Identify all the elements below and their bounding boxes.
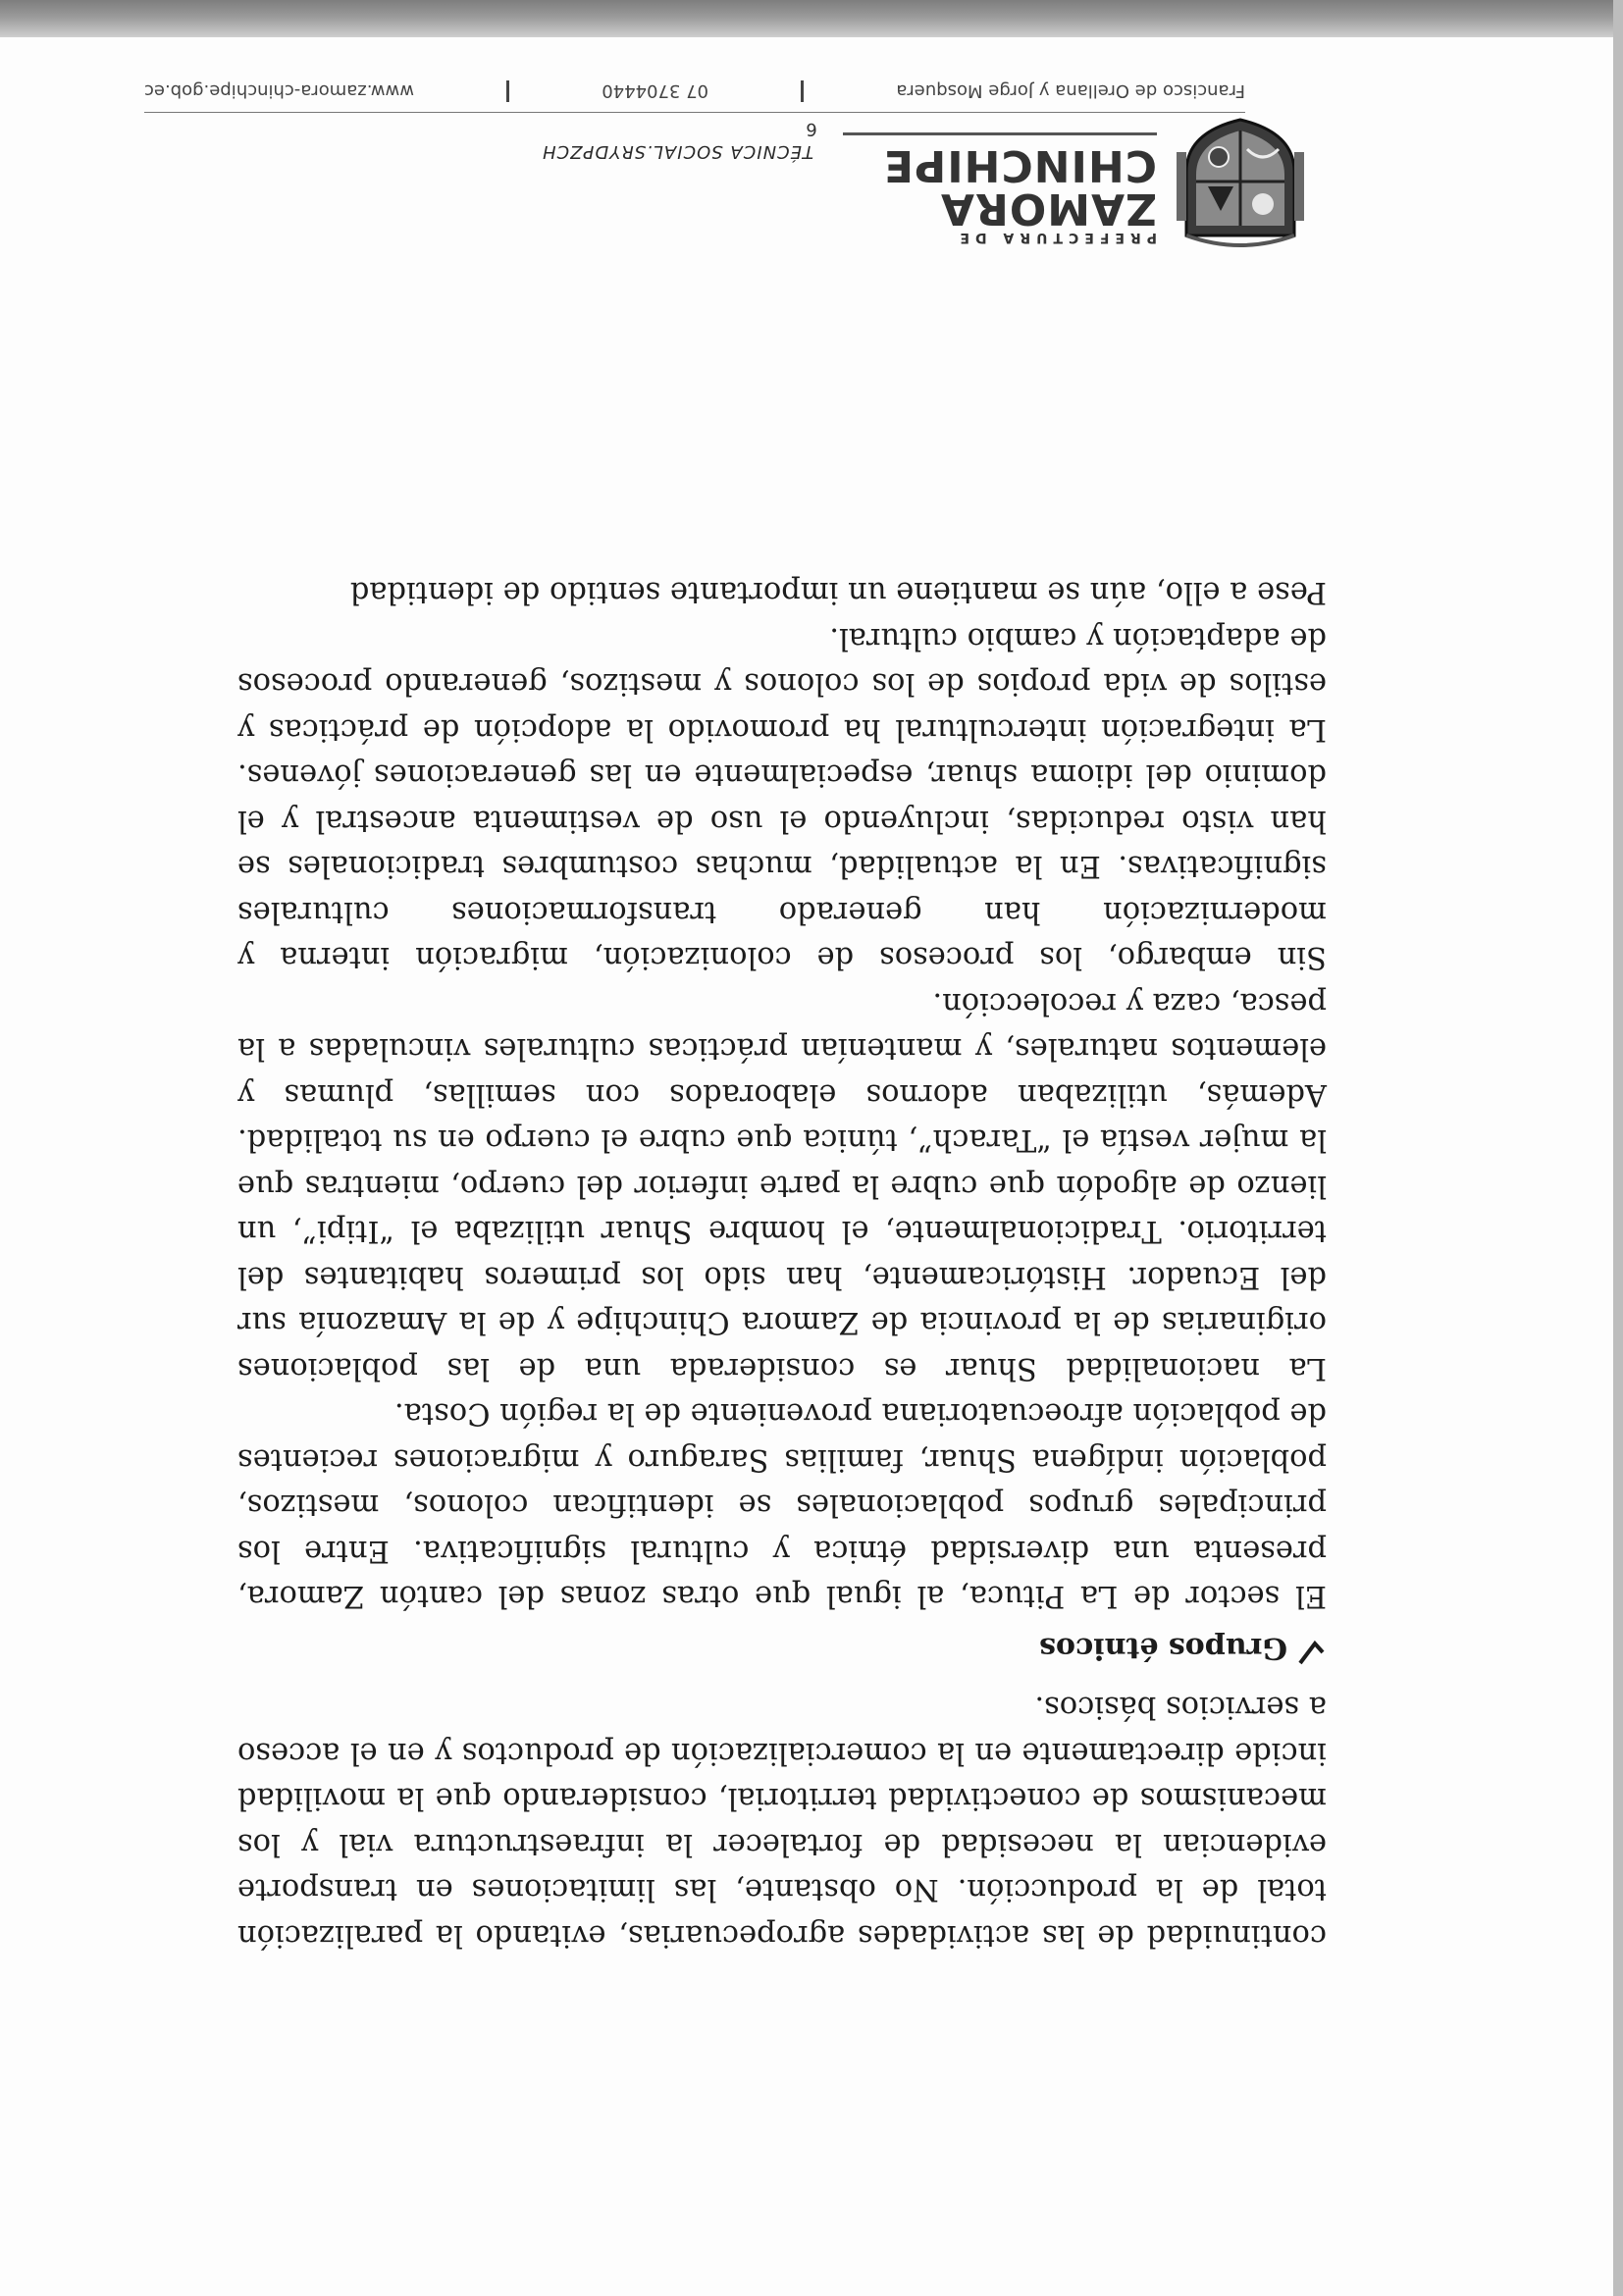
- footer-separator: [801, 80, 804, 102]
- page-number: 6: [806, 119, 817, 139]
- page-footer: [144, 80, 1245, 113]
- section-heading: [237, 1625, 1327, 1671]
- footer-phone: 07 3704440: [602, 80, 709, 102]
- footer-website: www.zamora-chinchipe.gob.ec: [144, 80, 414, 102]
- org-name-line1: ZAMORA: [939, 183, 1157, 234]
- page-header: [136, 113, 1314, 260]
- check-mark-icon: [1293, 1625, 1327, 1671]
- paragraph-shuar: La nacionalidad Shuar es considerada una de las poblaciones originarias de la provincia de Zamora Chinchipe y de la Amazonía sur del Ecuador. Históricamente, han sido los primeros habitantes del territorio. Tradicionalmente, el hombre Shuar utilizaba el “Itipi”, un lienzo de algodón que cubre la parte inferior del cuerpo, mientras que la mujer vestía el “Tarach”, túnica que cubre el cuerpo en su totalidad. Además, utilizaban adornos elaborados con semillas, plumas y elementos naturales, y mantenían prácticas culturales vinculadas a la pesca, caza y recolección.: [237, 986, 1327, 1385]
- scanner-edge-shadow: [0, 0, 1623, 37]
- paragraph-cultural-change: Sin embargo, los procesos de colonización, migración interna y modernización han generado transformaciones culturales significativas. En la actualidad, muchas costumbres tradicionales se han visto reducidas, incluyendo el uso de vestimenta ancestral y el dominio del idioma shuar, especialmente en las generaciones jóvenes. La integración intercultural ha promovido la adopción de prácticas y estilos de vida propios de los colonos y mestizos, generando procesos de adaptación y cambio cultural.: [237, 621, 1327, 975]
- org-prefix: PREFECTURA DE: [954, 230, 1157, 245]
- handwritten-stamp: TÉCNICA SOCIAL.SRYDPZCH: [542, 141, 813, 162]
- footer-address: Francisco de Orellana y Jorge Mosquera: [896, 80, 1245, 102]
- section-heading-text: Grupos étnicos: [1039, 1631, 1287, 1665]
- header-rule: [843, 132, 1157, 135]
- org-name-line2: CHINCHIPE: [882, 140, 1157, 190]
- footer-separator: [506, 80, 509, 102]
- paragraph-identity: Pese a ello, aún se mantiene un importante sentido de identidad: [349, 575, 1327, 610]
- prefectura-logo-icon: [1167, 118, 1314, 255]
- paragraph-transport: continuidad de las actividades agropecuarias, evitando la paralización total de la producción. No obstante, las limitaciones en transporte evidencian la necesidad de fortalecer la infraestructura vial y los mecanismos de conectividad territorial, considerando que la movilidad incide directamente en la comercialización de productos y en el acceso a servicios básicos.: [237, 1690, 1327, 1953]
- document-body: [237, 569, 1327, 1957]
- paragraph-ethnic-diversity: El sector de La Pituca, al igual que otras zonas del cantón Zamora, presenta una diversidad étnica y cultural significativa. Entre los principales grupos poblacionales se identifican colonos, mestizos, población indígena Shuar, familias Saraguro y migraciones recientes de población afroecuatoriana proveniente de la región Costa.: [237, 1396, 1327, 1614]
- organization-name: [804, 132, 1157, 245]
- scanner-side-shadow: [1613, 0, 1623, 2296]
